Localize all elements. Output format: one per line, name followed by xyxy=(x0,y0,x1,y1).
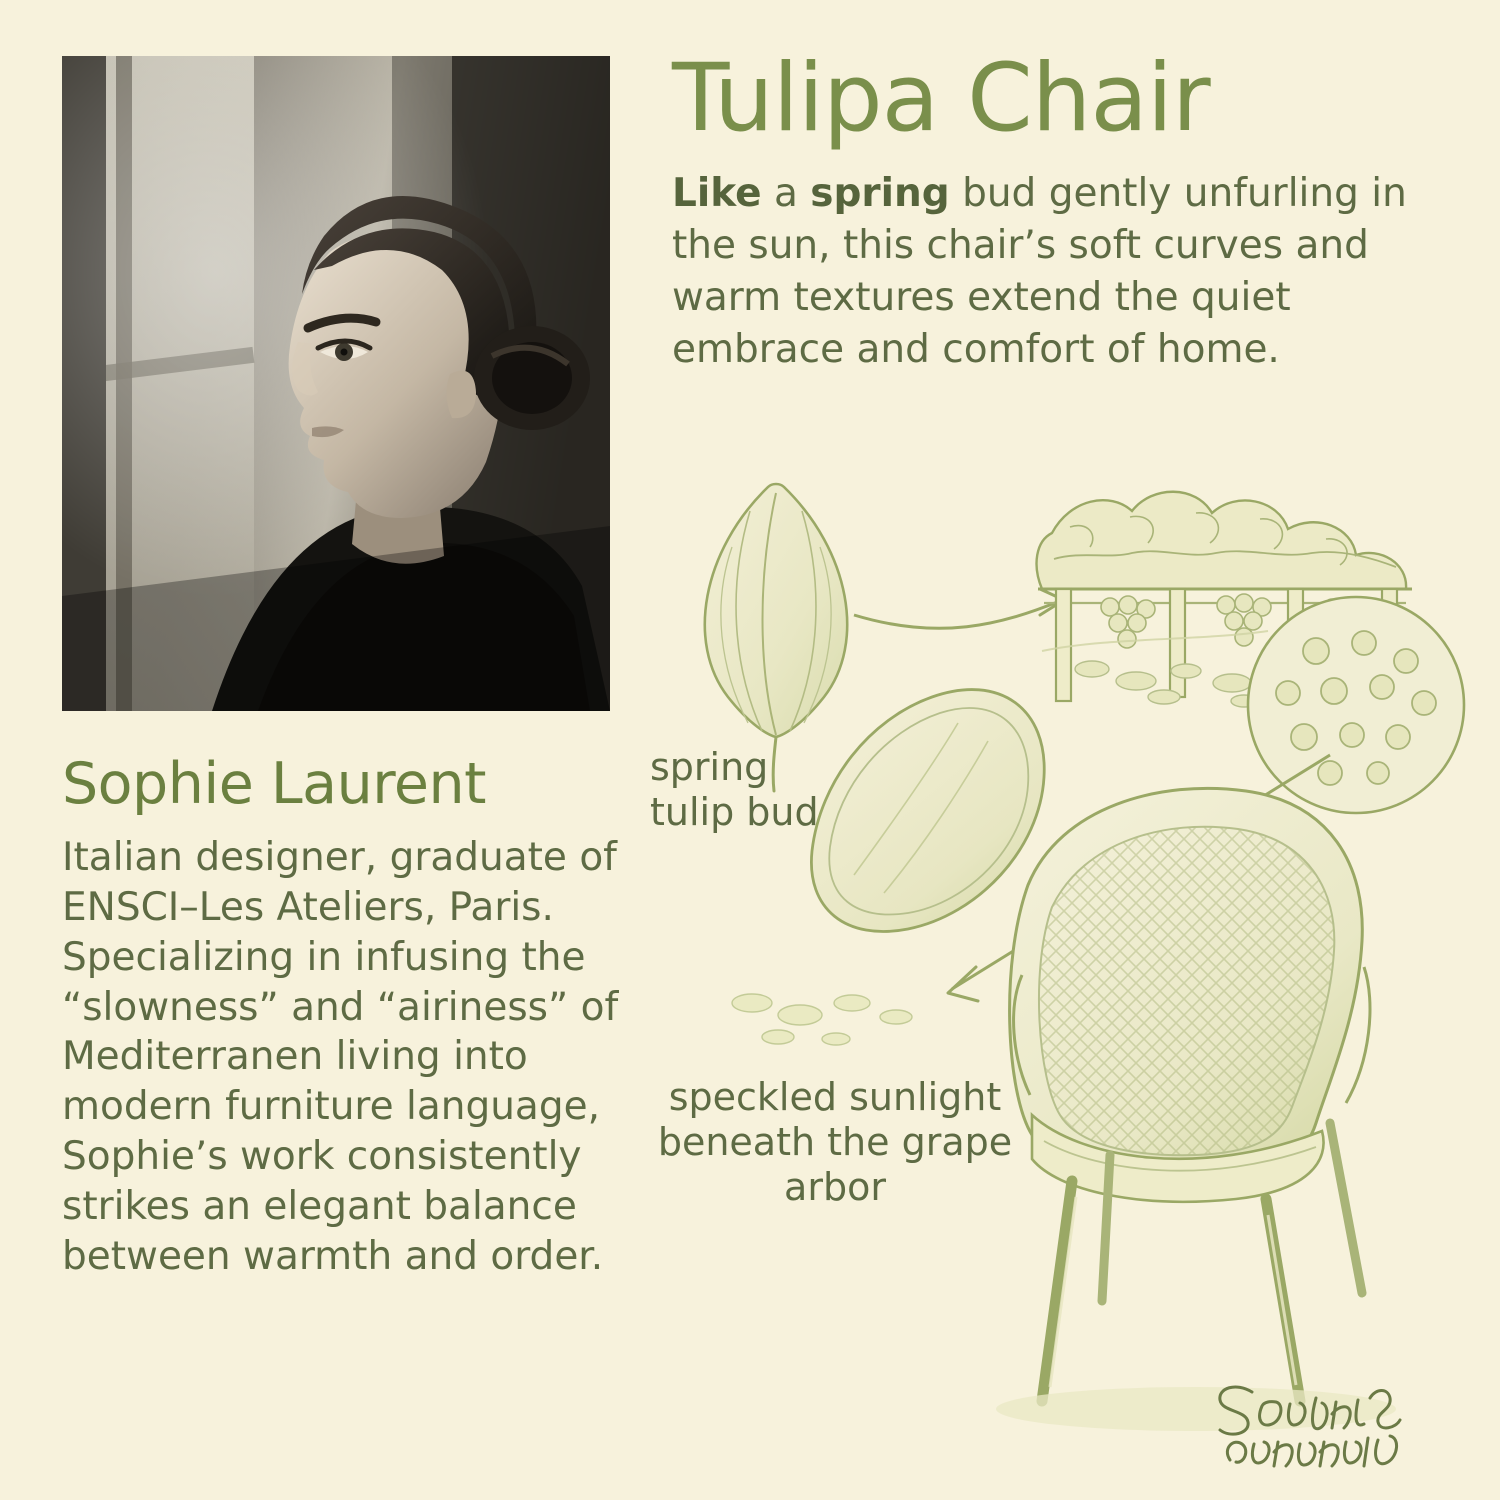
caption-speckled-sunlight: speckled sunlight beneath the grape arbor xyxy=(657,1075,1013,1209)
designer-column xyxy=(62,56,622,1282)
description-emphasis-1: Like xyxy=(672,171,762,216)
designer-name: Sophie Laurent xyxy=(62,751,486,817)
caption-tulip-bud: spring tulip bud xyxy=(650,745,819,834)
speckled-light-disc-sketch xyxy=(1248,597,1464,813)
portrait-image xyxy=(62,56,610,711)
tulipa-chair-sketch xyxy=(996,788,1396,1431)
designer-portrait xyxy=(62,56,610,711)
product-column xyxy=(672,44,1432,375)
illustration-area xyxy=(640,455,1500,1500)
designer-signature xyxy=(1200,1362,1430,1472)
page-title: Tulipa Chair xyxy=(672,44,1210,153)
description-emphasis-2: spring xyxy=(810,171,950,216)
pencil-sketch-group xyxy=(640,455,1500,1500)
description-rest: bud gently unfurling in the sun, this chair’s soft curves and warm textures extend the quiet embrace and comfort of home. xyxy=(672,171,1407,372)
arrow-bud-to-arbor xyxy=(854,589,1064,628)
chair-seat-shell-sketch xyxy=(732,690,1044,1045)
product-description xyxy=(672,168,1412,375)
designer-bio: Italian designer, graduate of ENSCI–Les Ateliers, Paris. Specializing in infusing the “slowness” and “airiness” of Mediterranen living into modern furniture language, Sophie’s work consistently strikes an elegant balance between warmth and order. xyxy=(62,834,619,1280)
description-mid-1: a xyxy=(761,171,811,216)
